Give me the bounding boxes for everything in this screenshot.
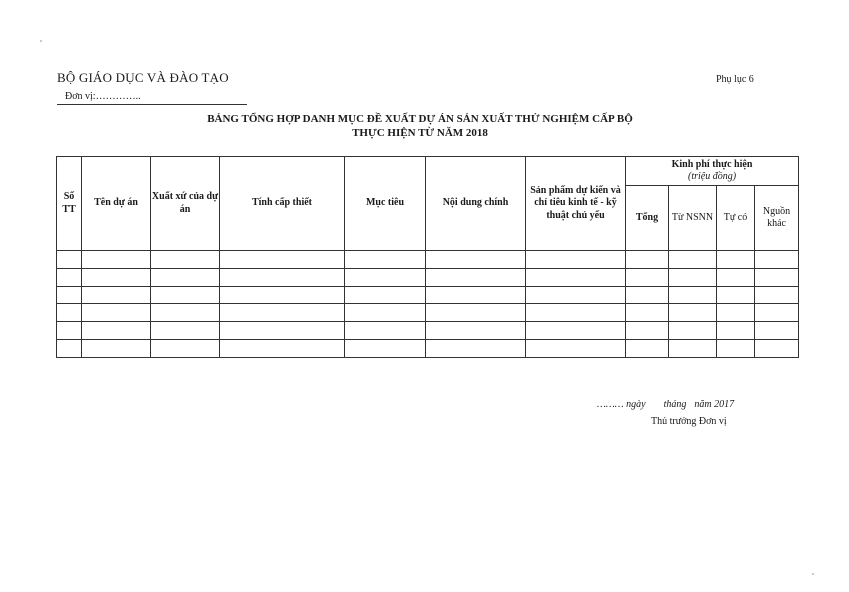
scan-speck <box>812 573 814 575</box>
col-header-state-budget: Từ NSNN <box>669 186 717 251</box>
table-cell <box>57 251 82 269</box>
table-cell <box>669 322 717 340</box>
table-cell <box>755 340 799 358</box>
table-row <box>57 251 799 269</box>
table-cell <box>717 286 755 304</box>
col-header-main-content: Nội dung chính <box>426 157 526 251</box>
table-cell <box>717 251 755 269</box>
table-cell <box>345 251 426 269</box>
table-cell <box>82 322 151 340</box>
table-cell <box>82 340 151 358</box>
table-cell <box>151 322 220 340</box>
table-cell <box>220 286 345 304</box>
col-header-own-funds: Tự có <box>717 186 755 251</box>
col-header-objective: Mục tiêu <box>345 157 426 251</box>
table-cell <box>426 322 526 340</box>
table-cell <box>626 251 669 269</box>
table-cell <box>755 322 799 340</box>
table-cell <box>426 268 526 286</box>
table-cell <box>626 340 669 358</box>
date-year: năm 2017 <box>694 399 735 410</box>
ministry-name: BỘ GIÁO DỤC VÀ ĐÀO TẠO <box>57 70 229 85</box>
table-cell <box>426 304 526 322</box>
table-cell <box>626 286 669 304</box>
table-cell <box>526 304 626 322</box>
table-cell <box>57 286 82 304</box>
table-cell <box>717 322 755 340</box>
signature-title: Thủ trưởng Đơn vị <box>651 416 727 427</box>
unit-underline <box>57 104 247 105</box>
table-cell <box>426 340 526 358</box>
table-cell <box>669 268 717 286</box>
table-cell <box>669 304 717 322</box>
table-cell <box>220 340 345 358</box>
table-cell <box>755 251 799 269</box>
table-cell <box>526 251 626 269</box>
table-cell <box>82 268 151 286</box>
col-header-products: Sản phẩm dự kiến và chỉ tiêu kinh tế - kỹ thuật chủ yếu <box>526 157 626 251</box>
table-cell <box>717 340 755 358</box>
table-row <box>57 340 799 358</box>
table-cell <box>345 322 426 340</box>
table-cell <box>57 268 82 286</box>
document-title: BẢNG TỔNG HỢP DANH MỤC ĐỀ XUẤT DỰ ÁN SẢN XUẤT THỬ NGHIỆM CẤP BỘ <box>207 113 633 125</box>
table-cell <box>345 286 426 304</box>
table-cell <box>82 251 151 269</box>
table-cell <box>57 340 82 358</box>
table-cell <box>755 268 799 286</box>
table-cell <box>526 268 626 286</box>
table-cell <box>151 340 220 358</box>
table-cell <box>626 268 669 286</box>
col-header-total: Tổng <box>626 186 669 251</box>
table-cell <box>717 268 755 286</box>
table-cell <box>345 304 426 322</box>
signature-date <box>597 399 734 410</box>
table-cell <box>755 286 799 304</box>
table-row <box>57 304 799 322</box>
table-cell <box>82 286 151 304</box>
table-cell <box>526 286 626 304</box>
table-cell <box>345 268 426 286</box>
table-cell <box>626 322 669 340</box>
funding-title: Kinh phí thực hiện <box>671 158 753 170</box>
table-cell <box>669 251 717 269</box>
table-cell <box>57 322 82 340</box>
table-cell <box>220 268 345 286</box>
table-row <box>57 286 799 304</box>
table-cell <box>669 286 717 304</box>
table-cell <box>669 340 717 358</box>
date-month: tháng <box>663 399 687 410</box>
col-header-stt: Số TT <box>57 157 82 251</box>
table-cell <box>220 251 345 269</box>
table-row <box>57 322 799 340</box>
table-cell <box>151 286 220 304</box>
table-cell <box>220 322 345 340</box>
col-header-funding <box>626 157 799 186</box>
col-header-project-name: Tên dự án <box>82 157 151 251</box>
scan-speck <box>40 40 42 42</box>
table-cell <box>82 304 151 322</box>
col-header-origin: Xuất xứ của dự án <box>151 157 220 251</box>
table-cell <box>717 304 755 322</box>
table-cell <box>526 340 626 358</box>
table-cell <box>626 304 669 322</box>
table-cell <box>57 304 82 322</box>
appendix-label: Phụ lục 6 <box>716 74 754 85</box>
project-table <box>56 156 799 358</box>
table-cell <box>426 286 526 304</box>
table-row <box>57 268 799 286</box>
table-cell <box>526 322 626 340</box>
col-header-necessity: Tính cấp thiết <box>220 157 345 251</box>
table-cell <box>345 340 426 358</box>
table-cell <box>220 304 345 322</box>
table-cell <box>151 251 220 269</box>
table-cell <box>426 251 526 269</box>
funding-unit: (triệu đồng) <box>687 171 737 182</box>
document-subtitle: THỰC HIỆN TỪ NĂM 2018 <box>352 127 488 139</box>
table-cell <box>151 268 220 286</box>
date-day: ……… ngày <box>597 399 646 410</box>
col-header-other-sources: Nguồn khác <box>755 186 799 251</box>
table-cell <box>755 304 799 322</box>
unit-field: Đơn vị:………….. <box>65 91 141 102</box>
table-cell <box>151 304 220 322</box>
